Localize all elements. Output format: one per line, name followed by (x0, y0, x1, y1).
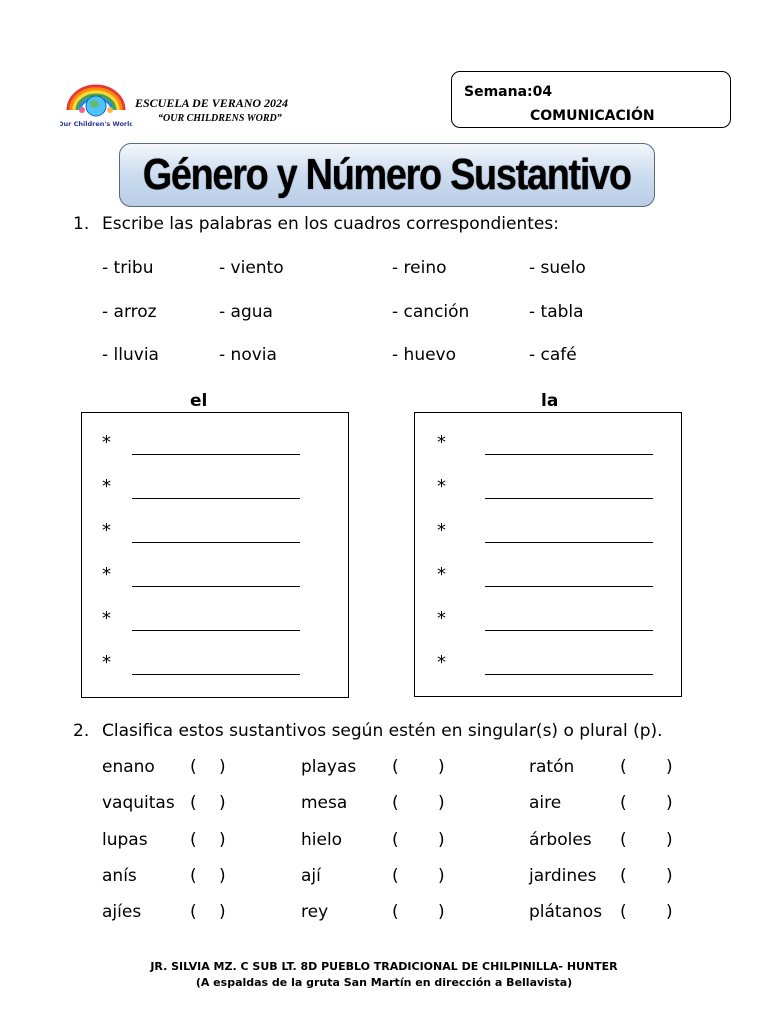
bullet-star: * (102, 476, 111, 497)
paren-close: ) (219, 830, 226, 850)
paren-open: ( (190, 830, 197, 850)
paren-open: ( (190, 793, 197, 813)
paren-close: ) (666, 866, 673, 886)
noun-item: anís (102, 866, 137, 886)
paren-close: ) (666, 793, 673, 813)
noun-item: mesa (301, 793, 348, 813)
answer-line[interactable] (485, 498, 653, 499)
word-item: - huevo (392, 345, 457, 365)
week-label: Semana:04 (464, 84, 553, 100)
noun-item: hielo (301, 830, 343, 850)
word-item: - tribu (102, 258, 154, 278)
answer-line[interactable] (132, 630, 300, 631)
box-label-el: el (190, 391, 208, 411)
word-item: - suelo (529, 258, 586, 278)
noun-item: ajíes (102, 902, 142, 922)
footer-directions: (A espaldas de la gruta San Martín en dirección a Bellavista) (195, 976, 573, 989)
bullet-star: * (437, 564, 446, 585)
noun-item: ají (301, 866, 321, 886)
school-motto: “OUR CHILDRENS WORD” (158, 113, 282, 124)
word-item: - arroz (102, 302, 157, 322)
answer-line[interactable] (132, 674, 300, 675)
word-item: - café (529, 345, 577, 365)
exercise1-number: 1. (73, 214, 90, 234)
footer-address: JR. SILVIA MZ. C SUB LT. 8D PUEBLO TRADICIONAL DE CHILPINILLA- HUNTER (150, 960, 618, 973)
paren-close: ) (666, 902, 673, 922)
word-item: - agua (219, 302, 273, 322)
paren-close: ) (438, 902, 445, 922)
bullet-star: * (437, 608, 446, 629)
answer-line[interactable] (485, 454, 653, 455)
school-name: ESCUELA DE VERANO 2024 (135, 96, 289, 110)
bullet-star: * (102, 520, 111, 541)
school-logo (60, 80, 132, 130)
exercise2-instruction: Clasifica estos sustantivos según estén en singular(s) o plural (p). (102, 721, 663, 741)
title-banner (119, 143, 655, 207)
bullet-star: * (102, 432, 111, 453)
paren-open: ( (190, 866, 197, 886)
box-label-la: la (541, 391, 559, 411)
noun-item: lupas (102, 830, 148, 850)
paren-close: ) (219, 793, 226, 813)
page-title: Género y Número Sustantivo (143, 150, 631, 199)
noun-item: enano (102, 757, 155, 777)
paren-open: ( (620, 902, 627, 922)
answer-box-la (414, 412, 682, 697)
exercise1-instruction: Escribe las palabras en los cuadros correspondientes: (102, 214, 559, 234)
paren-close: ) (438, 830, 445, 850)
paren-open: ( (620, 866, 627, 886)
bullet-star: * (437, 520, 446, 541)
paren-close: ) (666, 830, 673, 850)
bullet-star: * (102, 564, 111, 585)
word-item: - viento (219, 258, 284, 278)
paren-close: ) (438, 757, 445, 777)
paren-open: ( (620, 757, 627, 777)
noun-item: rey (301, 902, 329, 922)
word-item: - canción (392, 302, 470, 322)
noun-item: ratón (529, 757, 575, 777)
paren-close: ) (219, 757, 226, 777)
paren-open: ( (392, 902, 399, 922)
paren-open: ( (620, 793, 627, 813)
bullet-star: * (437, 476, 446, 497)
subject-label: COMUNICACIÓN (530, 108, 655, 124)
answer-line[interactable] (132, 586, 300, 587)
week-subject-box (451, 71, 731, 128)
noun-item: plátanos (529, 902, 603, 922)
noun-item: jardines (529, 866, 597, 886)
exercise2-number: 2. (73, 721, 90, 741)
answer-line[interactable] (132, 498, 300, 499)
bullet-star: * (102, 608, 111, 629)
answer-line[interactable] (485, 674, 653, 675)
answer-line[interactable] (485, 586, 653, 587)
paren-open: ( (392, 793, 399, 813)
paren-close: ) (438, 793, 445, 813)
paren-open: ( (620, 830, 627, 850)
paren-close: ) (438, 866, 445, 886)
word-item: - lluvia (102, 345, 159, 365)
noun-item: árboles (529, 830, 592, 850)
answer-line[interactable] (132, 542, 300, 543)
paren-open: ( (190, 902, 197, 922)
noun-item: aire (529, 793, 562, 813)
bullet-star: * (437, 432, 446, 453)
word-item: - novia (219, 345, 277, 365)
answer-box-el (81, 412, 349, 698)
paren-open: ( (392, 866, 399, 886)
paren-open: ( (392, 757, 399, 777)
paren-close: ) (219, 902, 226, 922)
answer-line[interactable] (485, 542, 653, 543)
paren-open: ( (392, 830, 399, 850)
paren-open: ( (190, 757, 197, 777)
noun-item: vaquitas (102, 793, 175, 813)
paren-close: ) (219, 866, 226, 886)
bullet-star: * (437, 652, 446, 673)
word-item: - tabla (529, 302, 584, 322)
answer-line[interactable] (132, 454, 300, 455)
bullet-star: * (102, 652, 111, 673)
word-item: - reino (392, 258, 447, 278)
answer-line[interactable] (485, 630, 653, 631)
logo-text: Our Children's World (60, 120, 132, 128)
paren-close: ) (666, 757, 673, 777)
noun-item: playas (301, 757, 357, 777)
